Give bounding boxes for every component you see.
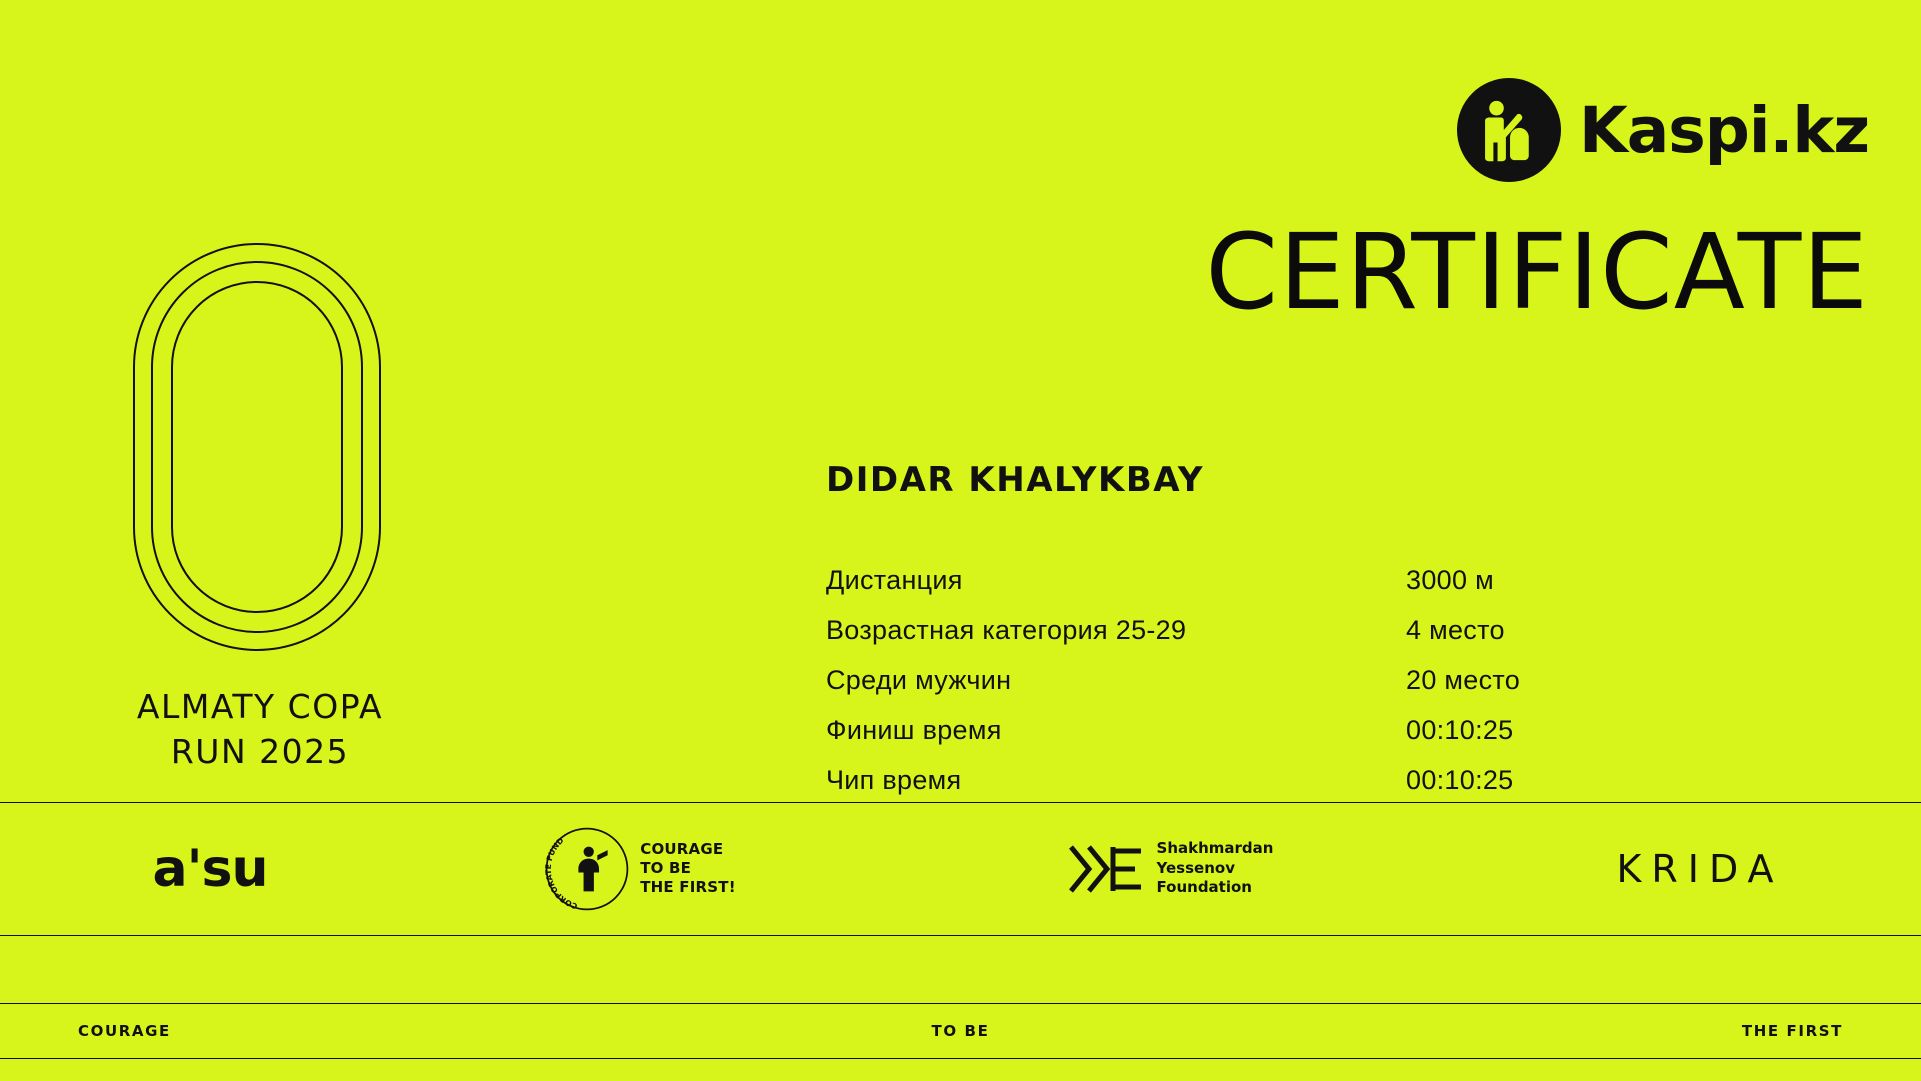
courage-badge-icon: [544, 826, 630, 912]
page-title: CERTIFICATE: [1205, 211, 1869, 333]
table-row: [826, 665, 1866, 715]
yessenov-line1: Shakhmardan: [1156, 839, 1274, 858]
result-label: Финиш время: [826, 715, 1002, 745]
sponsor-krida: [1480, 847, 1920, 891]
result-value: 3000 м: [1406, 565, 1494, 595]
footer-left: COURAGE: [78, 1021, 171, 1040]
courage-fund-label: [640, 840, 736, 896]
event-name-line1: ALMATY COPA: [136, 687, 384, 726]
courage-line3: THE FIRST!: [640, 877, 736, 896]
result-label: Чип время: [826, 765, 962, 795]
kaspi-wordmark: Kaspi.kz: [1578, 93, 1869, 167]
sponsor-asu: [0, 839, 420, 899]
yessenov-line2: Yessenov: [1156, 858, 1235, 877]
svg-text:CORPORATE FUND: CORPORATE FUND: [544, 835, 579, 911]
footer-right: THE FIRST: [1741, 1021, 1843, 1040]
result-value: 4 место: [1406, 615, 1505, 645]
table-row: [826, 715, 1866, 765]
yessenov-line3: Foundation: [1156, 878, 1252, 897]
athlete-name: DIDAR KHALYKBAY: [826, 460, 1204, 500]
result-label: Среди мужчин: [826, 665, 1012, 695]
results-table: [826, 565, 1866, 815]
result-value: 20 место: [1406, 665, 1521, 695]
running-track-oval-icon: [132, 242, 382, 652]
result-value: 00:10:25: [1406, 715, 1514, 745]
yessenov-foundation-label: [1157, 839, 1274, 898]
asu-logo-icon: a'su: [152, 838, 268, 899]
kaspi-logo: [1457, 78, 1869, 182]
sponsor-strip: [0, 802, 1921, 935]
footer-center: TO BE: [931, 1021, 990, 1040]
table-row: [826, 565, 1866, 615]
table-row: [826, 615, 1866, 665]
krida-logo-icon: KRIDA: [1616, 846, 1784, 891]
event-name: [70, 685, 450, 774]
kaspi-logo-icon: [1457, 78, 1561, 182]
courage-line2: TO BE: [640, 859, 692, 878]
divider-sponsors: [0, 935, 1921, 936]
shakhmardan-yessenov-icon: [1067, 843, 1145, 895]
event-name-line2: RUN 2025: [170, 731, 350, 771]
divider-footer-bottom: [0, 1058, 1921, 1059]
sponsor-courage-fund: [420, 826, 860, 912]
result-label: Возрастная категория 25-29: [826, 615, 1187, 645]
courage-line1: COURAGE: [640, 840, 724, 859]
result-label: Дистанция: [826, 565, 963, 595]
sponsor-yessenov-foundation: [860, 839, 1480, 898]
result-value: 00:10:25: [1406, 765, 1514, 795]
footer-slogan: [0, 1003, 1921, 1058]
